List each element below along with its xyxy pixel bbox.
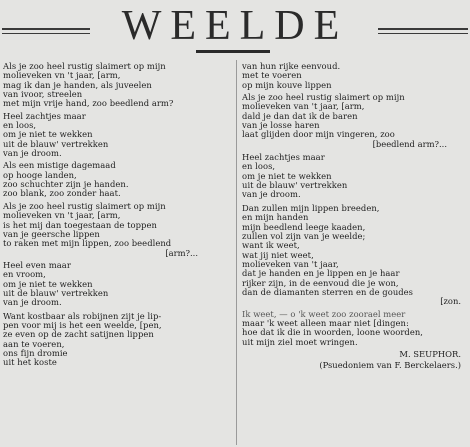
verse-line: [beedlend arm?... (372, 138, 447, 149)
verse-line: ons fijn dromie (3, 348, 68, 358)
title-rule-right-thin (378, 33, 468, 34)
verse-line: mag ik dan je handen, als juveelen (3, 80, 152, 90)
poem-title: WEELDE (121, 3, 349, 49)
verse-line: Heel even maar (3, 260, 71, 270)
column-divider (236, 60, 237, 445)
verse-line: dat je handen en je lippen en je haar (242, 269, 400, 279)
verse-line: Want kostbaar als robijnen zijt je lip- (3, 311, 162, 321)
title-underline (196, 50, 270, 53)
verse-line: to raken met mijn lippen, zoo beedlend (3, 239, 172, 249)
verse-line: uit de blauw' vertrekken (3, 139, 109, 149)
verse-line: en mijn handen (242, 213, 309, 223)
verse-line: en loos, (3, 121, 37, 131)
stanza (3, 62, 228, 109)
verse-line: dald je dan dat ik de baren (242, 111, 358, 121)
verse-line: uit het koste (3, 358, 57, 368)
verse-line: uit mijn ziel moet wringen. (242, 337, 358, 347)
stanza (242, 153, 467, 200)
verse-line: molieveken van 't jaar, (242, 259, 339, 269)
pseudonym-note: (Psuedoniem van F. Berckelaers.) (319, 360, 461, 371)
verse-line: pen voor mij is het een weelde, [pen, (3, 320, 162, 330)
verse-line: ze even op de zacht satijnen lippen (3, 330, 154, 340)
verse-line: [zon. (440, 296, 461, 307)
verse-line: van hun rijke eenvoud. (242, 62, 341, 71)
verse-line: maar 'k weet alleen maar niet [dingen: (242, 318, 409, 328)
verse-line: [arm?... (165, 247, 198, 258)
verse-line: en vroom, (3, 270, 46, 280)
verse-line: en loos, (242, 162, 276, 172)
stanza (3, 112, 228, 159)
stanza (242, 204, 467, 307)
verse-line: van je droom. (3, 298, 62, 308)
stanza (242, 310, 467, 347)
verse-line: Dan zullen mijn lippen breeden, (242, 203, 380, 213)
verse-line: met mijn vrije hand, zoo beedlend arm? (3, 99, 174, 109)
verse-line: van je geersche lippen (3, 229, 100, 239)
stanza (242, 93, 467, 149)
verse-line: zoo blank, zoo zonder haat. (3, 189, 121, 199)
verse-line: zoo schuchter zijn je handen. (3, 180, 129, 190)
verse-line: uit de blauw' vertrekken (3, 288, 109, 298)
stanza (3, 312, 228, 368)
left-column (3, 62, 228, 368)
verse-line: want ik weet, (242, 241, 300, 251)
stanza (3, 161, 228, 198)
verse-line: molieveken van 't jaar, [arm, (242, 102, 365, 112)
verse-line: rijker zijn, in de eenvoud die je won, (242, 278, 399, 288)
verse-line: van je droom. (3, 149, 62, 159)
verse-line: dan de diamanten sterren en de goudes (242, 287, 414, 297)
verse-line: uit de blauw' vertrekken (242, 181, 348, 191)
verse-line: Als je zoo heel rustig slaimert op mijn (242, 93, 405, 103)
verse-line: op hooge landen, (3, 170, 77, 180)
masthead (0, 0, 470, 58)
verse-line: Heel zachtjes maar (3, 111, 86, 121)
stanza (3, 202, 228, 258)
verse-line: op mijn kouve lippen (242, 80, 332, 90)
verse-line: mijn beedlend leege kaaden, (242, 222, 366, 232)
verse-line: van je losse haren (242, 121, 320, 131)
verse-line: om je niet te wekken (242, 171, 332, 181)
verse-line: hoe dat ik die in woorden, loone woorden, (242, 328, 423, 338)
verse-line: van je droom. (242, 190, 301, 200)
verse-line: molieveken vn 't jaar, [arm, (3, 211, 121, 221)
verse-line: wat jij niet weet, (242, 250, 314, 260)
right-column (242, 62, 467, 371)
author-signature: M. SEUPHOR. (399, 348, 461, 359)
verse-line: om je niet te wekken (3, 279, 93, 289)
verse-line: om je niet te wekken (3, 130, 93, 140)
verse-line: met te voeren (242, 71, 302, 81)
verse-line: laat glijden door mijn vingeren, zoo (242, 130, 395, 140)
verse-line: molieveken vn 't jaar, [arm, (3, 71, 121, 81)
verse-line: aan te voeren, (3, 339, 65, 349)
stanza (3, 261, 228, 308)
verse-line: van ivoor, streelen (3, 90, 83, 100)
verse-line: zullen vol zijn van je weelde; (242, 231, 366, 241)
verse-line: Heel zachtjes maar (242, 153, 325, 163)
verse-line: Als een mistige dagemaad (3, 161, 116, 171)
verse-line: Ik weet, — o 'k weet zoo zoorael meer (242, 309, 406, 319)
verse-line: Als je zoo heel rustig slaimert op mijn (3, 62, 166, 71)
stanza (242, 62, 467, 90)
verse-line: Als je zoo heel rustig slaimert op mijn (3, 201, 166, 211)
title-rule-right (378, 28, 468, 30)
verse-line: is het mij dan toegestaan de toppen (3, 220, 157, 230)
